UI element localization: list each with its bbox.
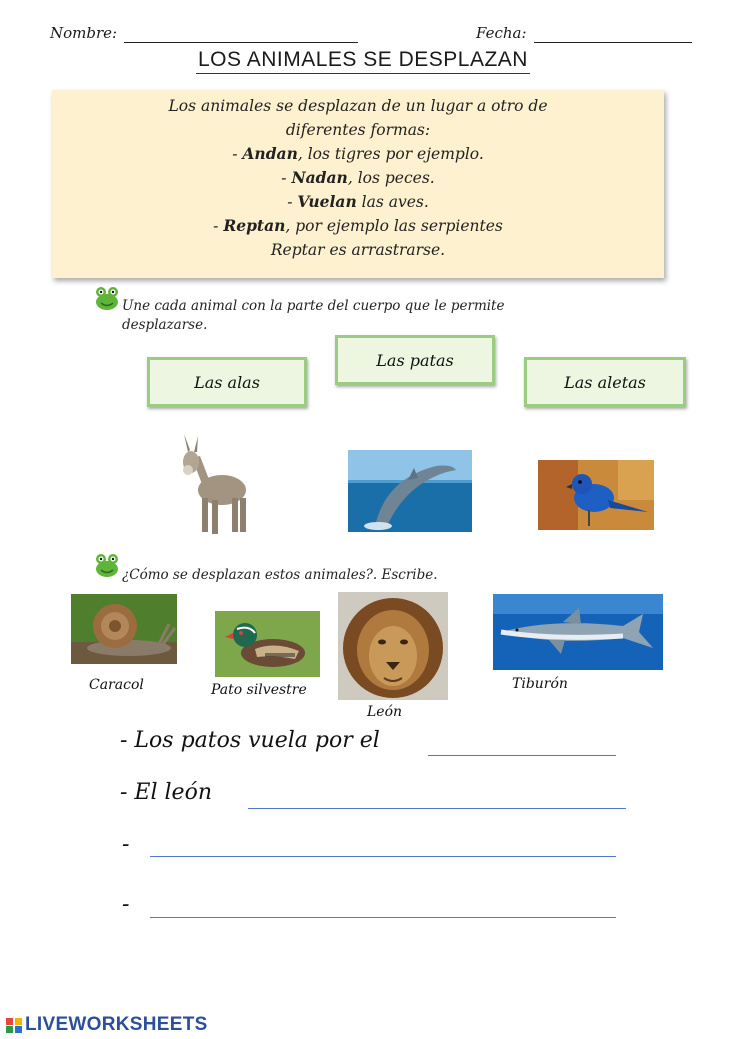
- date-label: Fecha:: [476, 24, 527, 42]
- sentence-3: -: [122, 832, 130, 857]
- name-label: Nombre:: [50, 24, 118, 42]
- info-item-fly: - Vuelan las aves.: [287, 192, 429, 211]
- frog-icon: [94, 285, 120, 311]
- answer-line-1[interactable]: [428, 755, 616, 756]
- label-box-fins[interactable]: Las aletas: [524, 357, 686, 407]
- liveworksheets-logo-icon: [5, 1016, 23, 1034]
- info-box: [52, 90, 664, 278]
- caption-shark: Tiburón: [512, 676, 568, 692]
- label-box-legs[interactable]: Las patas: [335, 335, 495, 385]
- sentence-2: - El león: [120, 780, 212, 805]
- bluebird-image[interactable]: [538, 460, 654, 530]
- logo-text: LIVEWORKSHEETS: [25, 1014, 208, 1035]
- answer-line-4[interactable]: [150, 917, 616, 918]
- answer-line-3[interactable]: [150, 856, 616, 857]
- instruction-2: ¿Cómo se desplazan estos animales?. Escribe.: [122, 567, 438, 583]
- caption-snail: Caracol: [89, 677, 144, 693]
- snail-image[interactable]: [71, 594, 177, 664]
- answer-line-2[interactable]: [248, 808, 626, 809]
- date-field[interactable]: [534, 42, 692, 43]
- footer-logo[interactable]: [5, 1014, 208, 1036]
- info-item-walk: - Andan, los tigres por ejemplo.: [232, 144, 484, 163]
- instruction-1: Une cada animal con la parte del cuerpo que le permite desplazarse.: [122, 298, 505, 333]
- name-field[interactable]: [124, 42, 358, 43]
- lion-image[interactable]: [338, 592, 448, 700]
- donkey-image[interactable]: [172, 428, 260, 540]
- info-item-crawl: - Reptan, por ejemplo las serpientes: [213, 216, 503, 235]
- info-line: Reptar es arrastrarse.: [270, 241, 446, 259]
- info-line: Los animales se desplazan de un lugar a otro de: [168, 97, 548, 115]
- dolphin-image[interactable]: [348, 450, 472, 532]
- duck-image[interactable]: [215, 611, 320, 677]
- info-line: diferentes formas:: [285, 121, 431, 139]
- caption-duck: Pato silvestre: [211, 682, 307, 698]
- sentence-1: - Los patos vuela por el: [120, 728, 380, 753]
- info-item-swim: - Nadan, los peces.: [281, 168, 435, 187]
- page-title: LOS ANIMALES SE DESPLAZAN: [196, 48, 530, 74]
- sentence-4: -: [122, 892, 130, 917]
- label-box-wings[interactable]: Las alas: [147, 357, 307, 407]
- frog-icon: [94, 552, 120, 578]
- caption-lion: León: [367, 704, 403, 720]
- shark-image[interactable]: [493, 594, 663, 670]
